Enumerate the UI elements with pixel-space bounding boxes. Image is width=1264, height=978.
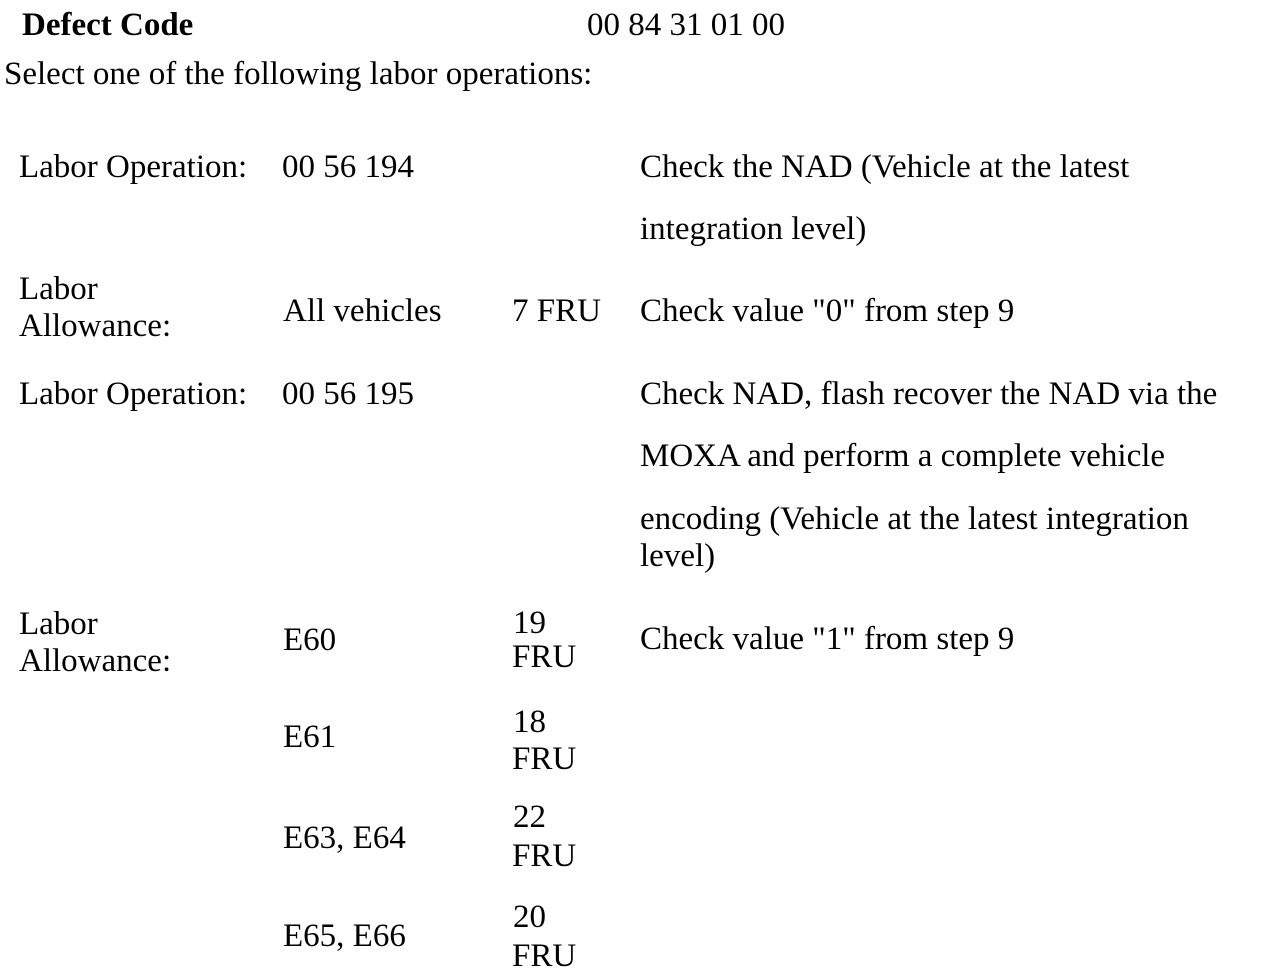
allowance-fru-1: 7 FRU [512,293,601,329]
allowance-fru-4-line-2: FRU [512,838,577,874]
labor-allowance-label-1-line-2: Allowance: [19,308,172,344]
labor-allowance-label-2-line-2: Allowance: [19,643,172,679]
labor-operation-value-2: 00 56 195 [282,376,414,412]
labor-allowance-label-1-line-1: Labor [19,271,98,307]
labor-operation-desc-2-line-2: MOXA and perform a complete vehicle [640,438,1166,474]
allowance-fru-2-line-2: FRU [512,639,577,675]
allowance-fru-3-line-2: FRU [512,741,577,777]
allowance-model-4: E63, E64 [283,820,406,856]
defect-code-value: 00 84 31 01 00 [587,7,785,43]
allowance-model-5: E65, E66 [283,918,406,954]
intro-text: Select one of the following labor operations: [4,56,593,92]
allowance-model-3: E61 [283,719,337,755]
labor-operation-value-1: 00 56 194 [282,149,414,185]
allowance-fru-4-line-1: 22 [513,799,546,835]
allowance-fru-5-line-2: FRU [512,938,577,974]
allowance-desc-1: Check value "0" from step 9 [640,293,1015,329]
labor-operation-desc-2-line-3: encoding (Vehicle at the latest integration [640,501,1189,537]
allowance-fru-2-line-1: 19 [513,605,546,641]
labor-operation-desc-2-line-1: Check NAD, flash recover the NAD via the [640,376,1218,412]
labor-operation-label-2: Labor Operation: [19,376,248,412]
allowance-model-2: E60 [283,622,337,658]
allowance-desc-2: Check value "1" from step 9 [640,621,1015,657]
allowance-fru-3-line-1: 18 [513,704,546,740]
labor-operation-desc-1-line-1: Check the NAD (Vehicle at the latest [640,149,1130,185]
defect-code-label: Defect Code [22,7,194,43]
labor-operation-label-1: Labor Operation: [19,149,248,185]
allowance-fru-5-line-1: 20 [513,899,546,935]
labor-allowance-label-2-line-1: Labor [19,606,98,642]
allowance-model-1: All vehicles [283,293,442,329]
labor-operation-desc-2-line-4: level) [640,538,716,574]
labor-operation-desc-1-line-2: integration level) [640,211,867,247]
